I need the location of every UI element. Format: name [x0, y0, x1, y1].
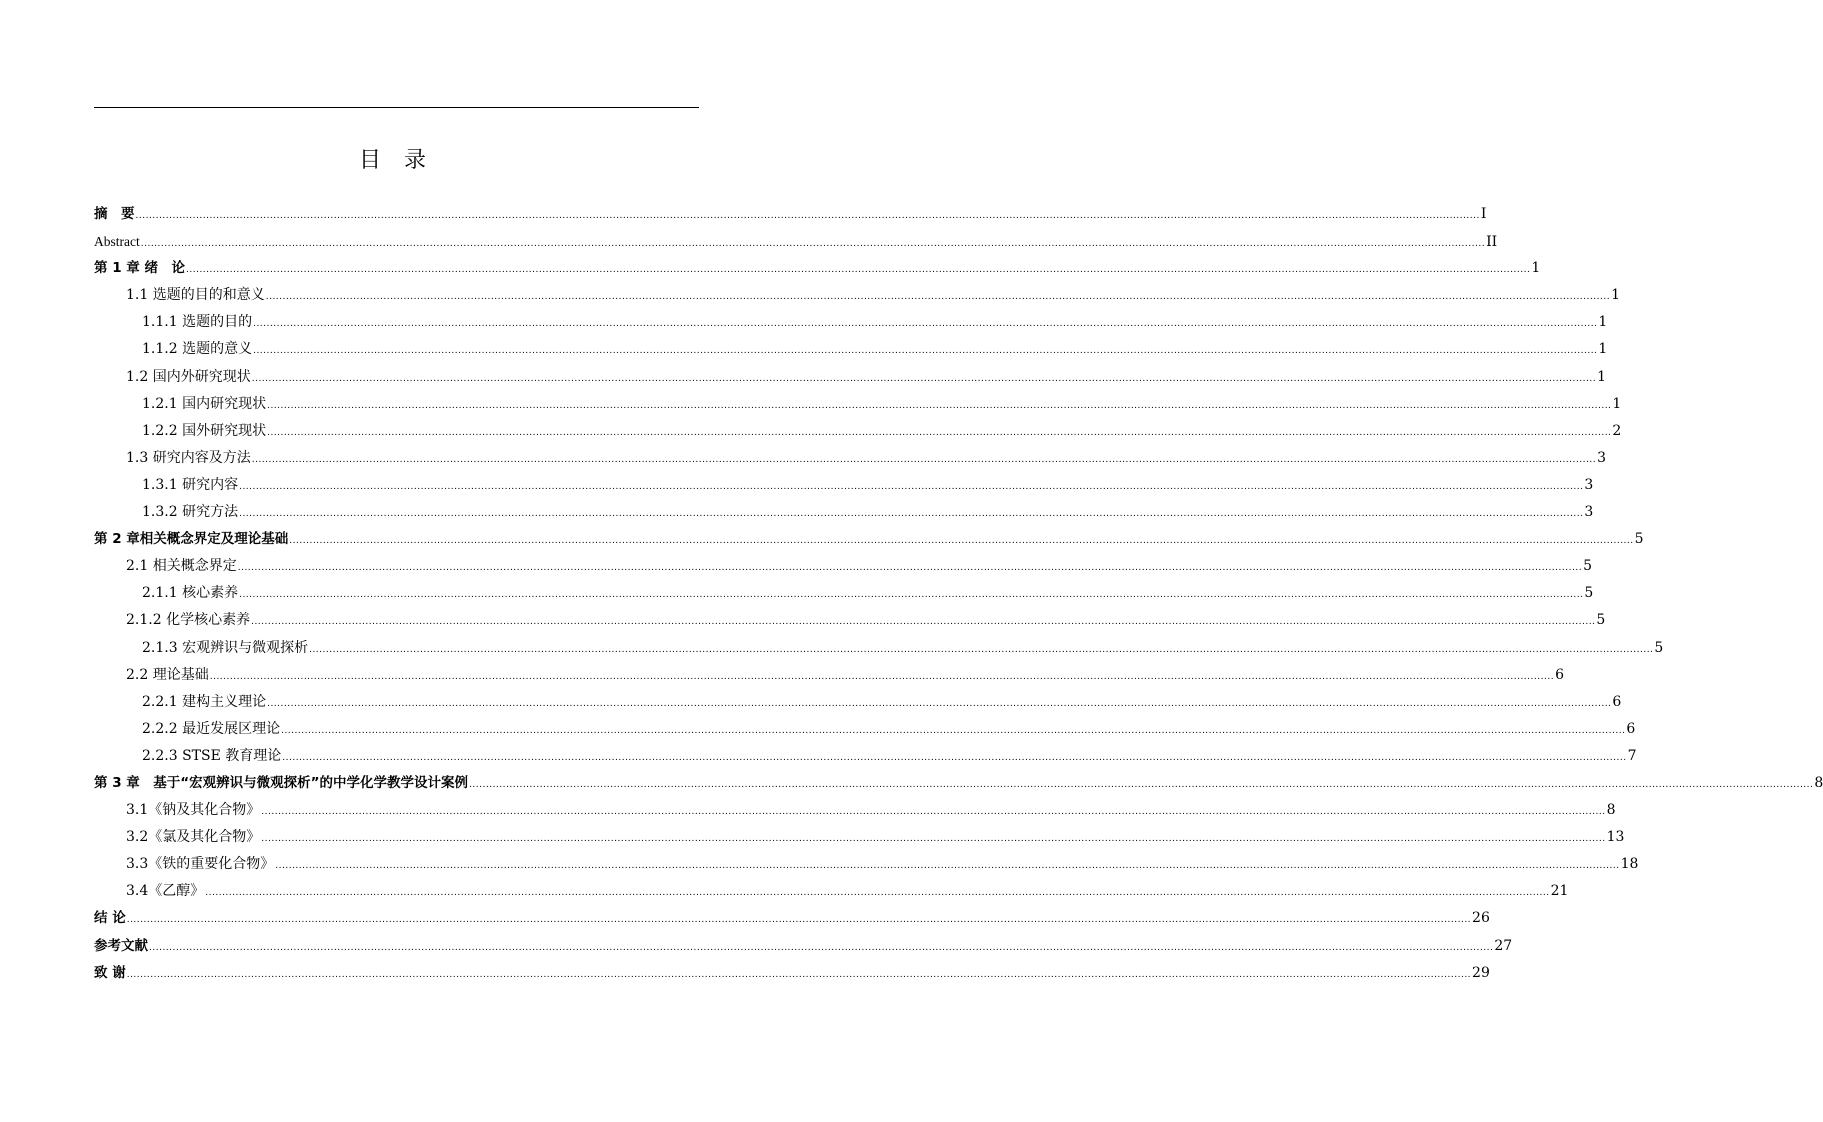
- toc-leader-dots: ................................................................................................................................................................................................................................................................................................................................................................................................................: [205, 888, 1550, 899]
- toc-entry[interactable]: [94, 309, 1608, 336]
- toc-entry[interactable]: [94, 472, 1594, 499]
- toc-entry[interactable]: [94, 499, 1594, 526]
- toc-entry[interactable]: [94, 201, 1487, 228]
- toc-entry[interactable]: [94, 878, 1569, 905]
- toc-leader-dots: ................................................................................................................................................................................................................................................................................................................................................................................................................: [261, 834, 1606, 845]
- toc-entry-page: 5: [1654, 639, 1664, 656]
- toc-entry-page: 7: [1627, 747, 1637, 764]
- toc-entry[interactable]: [94, 418, 1622, 445]
- toc-entry-label: 第 3 章 基于“宏观辨识与微观探析”的中学化学教学设计案例: [94, 774, 469, 791]
- toc-leader-dots: ................................................................................................................................................................................................................................................................................................................................................................................................................: [253, 319, 1598, 330]
- toc-entry-page: 3: [1597, 449, 1606, 466]
- toc-entry-label: 第 1 章 绪 论: [94, 260, 185, 277]
- toc-entry[interactable]: [94, 716, 1636, 743]
- toc-entry-label: 第 2 章相关概念界定及理论基础: [94, 531, 289, 548]
- toc-entry-page: 26: [1472, 910, 1490, 927]
- toc-entry-label: 2.1 相关概念界定: [126, 558, 237, 575]
- toc-entry-label: 参考文献: [94, 937, 148, 954]
- toc-entry-label: 3.4《乙醇》: [126, 883, 205, 900]
- toc-entry-page: 1: [1611, 287, 1620, 304]
- toc-entry-page: 6: [1612, 693, 1622, 710]
- toc-entry[interactable]: [94, 770, 1823, 797]
- toc-entry-page: 13: [1606, 829, 1625, 846]
- toc-leader-dots: ................................................................................................................................................................................................................................................................................................................................................................................................................: [275, 861, 1620, 872]
- toc-entry[interactable]: [94, 635, 1664, 662]
- toc-leader-dots: ................................................................................................................................................................................................................................................................................................................................................................................................................: [261, 807, 1606, 818]
- toc-entry-page: 3: [1584, 476, 1594, 493]
- toc-entry-page: 5: [1634, 531, 1644, 548]
- toc-entry-page: 29: [1472, 964, 1490, 981]
- toc-entry[interactable]: [94, 336, 1608, 363]
- toc-entry[interactable]: [94, 743, 1637, 770]
- toc-entry-page: 6: [1555, 666, 1564, 683]
- header-rule: [94, 107, 699, 108]
- toc-entry-label: 1.2 国内外研究现状: [126, 368, 251, 385]
- toc-leader-dots: ................................................................................................................................................................................................................................................................................................................................................................................................................: [267, 698, 1612, 709]
- toc-entry-label: 1.3.2 研究方法: [142, 504, 239, 521]
- toc-entry[interactable]: [94, 445, 1606, 472]
- toc-entry-label: 2.1.3 宏观辨识与微观探析: [142, 639, 309, 656]
- toc-leader-dots: ................................................................................................................................................................................................................................................................................................................................................................................................................: [267, 400, 1612, 411]
- toc-entry-label: Abstract: [94, 234, 140, 250]
- toc-leader-dots: ................................................................................................................................................................................................................................................................................................................................................................................................................: [237, 563, 1583, 574]
- toc-entry-page: 6: [1626, 720, 1636, 737]
- toc-leader-dots: ................................................................................................................................................................................................................................................................................................................................................................................................................: [282, 752, 1627, 763]
- toc-entry[interactable]: [94, 255, 1541, 282]
- toc-leader-dots: ................................................................................................................................................................................................................................................................................................................................................................................................................: [239, 509, 1584, 520]
- toc-entry-page: 2: [1612, 422, 1622, 439]
- table-of-contents: [94, 201, 1823, 987]
- toc-leader-dots: ................................................................................................................................................................................................................................................................................................................................................................................................................: [251, 373, 1597, 384]
- toc-entry-page: 1: [1612, 395, 1622, 412]
- toc-entry-page: 1: [1598, 314, 1608, 331]
- toc-entry-page: 1: [1531, 260, 1541, 277]
- toc-entry-label: 1.1.2 选题的意义: [142, 341, 253, 358]
- toc-entry-label: 1.3.1 研究内容: [142, 476, 239, 493]
- toc-leader-dots: ................................................................................................................................................................................................................................................................................................................................................................................................................: [251, 454, 1597, 465]
- toc-entry[interactable]: [94, 933, 1513, 960]
- toc-entry-page: II: [1486, 234, 1498, 251]
- toc-entry-page: 5: [1583, 558, 1592, 575]
- toc-leader-dots: ................................................................................................................................................................................................................................................................................................................................................................................................................: [126, 915, 1472, 926]
- toc-entry-page: 5: [1596, 612, 1606, 629]
- toc-entry-page: 5: [1584, 585, 1594, 602]
- toc-entry[interactable]: [94, 905, 1490, 932]
- page-title: 目 录: [359, 148, 434, 173]
- toc-entry[interactable]: [94, 824, 1625, 851]
- toc-entry-label: 1.2.2 国外研究现状: [142, 422, 267, 439]
- toc-entry[interactable]: [94, 689, 1622, 716]
- toc-entry[interactable]: [94, 797, 1616, 824]
- toc-entry-page: 8: [1606, 802, 1616, 819]
- toc-entry-page: 18: [1620, 856, 1639, 873]
- toc-entry-page: 1: [1598, 341, 1608, 358]
- toc-entry-page: 8: [1814, 774, 1823, 791]
- toc-leader-dots: ................................................................................................................................................................................................................................................................................................................................................................................................................: [186, 265, 1531, 276]
- toc-leader-dots: ................................................................................................................................................................................................................................................................................................................................................................................................................: [209, 671, 1555, 682]
- toc-entry[interactable]: [94, 607, 1606, 634]
- toc-leader-dots: ................................................................................................................................................................................................................................................................................................................................................................................................................: [149, 942, 1494, 953]
- toc-entry-label: 2.2.3 STSE 教育理论: [142, 747, 282, 764]
- toc-entry[interactable]: [94, 960, 1490, 987]
- toc-entry-label: 2.2 理论基础: [126, 666, 209, 683]
- toc-leader-dots: ................................................................................................................................................................................................................................................................................................................................................................................................................: [126, 969, 1472, 980]
- toc-entry[interactable]: [94, 851, 1639, 878]
- toc-entry[interactable]: [94, 228, 1498, 255]
- toc-entry-page: 21: [1550, 883, 1569, 900]
- toc-entry-page: 27: [1494, 937, 1513, 954]
- toc-entry-label: 摘 要: [94, 206, 135, 222]
- toc-leader-dots: ................................................................................................................................................................................................................................................................................................................................................................................................................: [281, 725, 1626, 736]
- toc-entry[interactable]: [94, 662, 1564, 689]
- toc-entry[interactable]: [94, 580, 1594, 607]
- toc-entry-label: 2.2.2 最近发展区理论: [142, 720, 281, 737]
- toc-entry-page: 1: [1597, 368, 1606, 385]
- toc-leader-dots: ................................................................................................................................................................................................................................................................................................................................................................................................................: [253, 346, 1598, 357]
- toc-entry-label: 1.1.1 选题的目的: [142, 314, 253, 331]
- toc-entry-page: 3: [1584, 504, 1594, 521]
- toc-leader-dots: ................................................................................................................................................................................................................................................................................................................................................................................................................: [140, 239, 1486, 250]
- toc-entry-label: 3.3《铁的重要化合物》: [126, 856, 275, 873]
- toc-entry-label: 1.1 选题的目的和意义: [126, 287, 265, 304]
- toc-entry-label: 3.2《氯及其化合物》: [126, 829, 261, 846]
- toc-entry-page: I: [1480, 206, 1487, 222]
- toc-leader-dots: ................................................................................................................................................................................................................................................................................................................................................................................................................: [239, 481, 1584, 492]
- toc-entry-label: 1.2.1 国内研究现状: [142, 395, 267, 412]
- toc-leader-dots: ................................................................................................................................................................................................................................................................................................................................................................................................................: [251, 617, 1596, 628]
- toc-entry-label: 1.3 研究内容及方法: [126, 449, 251, 466]
- toc-entry-label: 2.1.1 核心素养: [142, 585, 239, 602]
- toc-leader-dots: ................................................................................................................................................................................................................................................................................................................................................................................................................: [267, 427, 1612, 438]
- toc-entry-label: 结 论: [94, 910, 126, 927]
- toc-entry[interactable]: [94, 364, 1606, 391]
- toc-entry-label: 致 谢: [94, 964, 126, 981]
- toc-leader-dots: ................................................................................................................................................................................................................................................................................................................................................................................................................: [265, 292, 1611, 303]
- toc-leader-dots: ................................................................................................................................................................................................................................................................................................................................................................................................................: [309, 644, 1654, 655]
- toc-leader-dots: ................................................................................................................................................................................................................................................................................................................................................................................................................: [135, 211, 1480, 221]
- toc-leader-dots: ................................................................................................................................................................................................................................................................................................................................................................................................................: [289, 536, 1634, 547]
- toc-entry[interactable]: [94, 391, 1622, 418]
- toc-entry[interactable]: [94, 526, 1644, 553]
- toc-entry[interactable]: [94, 553, 1592, 580]
- toc-entry-label: 2.1.2 化学核心素养: [126, 612, 251, 629]
- toc-entry-label: 2.2.1 建构主义理论: [142, 693, 267, 710]
- toc-entry[interactable]: [94, 282, 1620, 309]
- toc-leader-dots: ................................................................................................................................................................................................................................................................................................................................................................................................................: [469, 779, 1814, 790]
- toc-entry-label: 3.1《钠及其化合物》: [126, 802, 261, 819]
- toc-leader-dots: ................................................................................................................................................................................................................................................................................................................................................................................................................: [239, 590, 1584, 601]
